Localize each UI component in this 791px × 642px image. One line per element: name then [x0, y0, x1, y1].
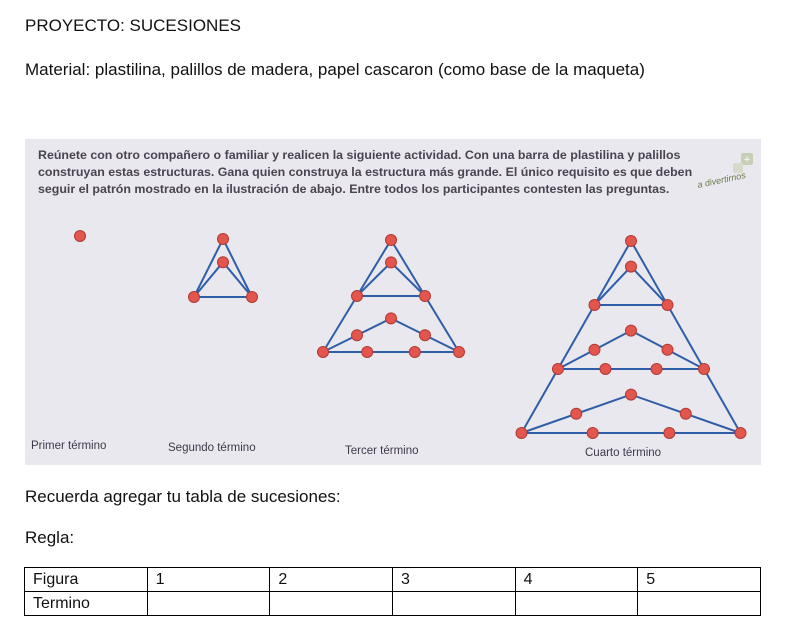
plasticine-ball [386, 257, 397, 268]
table-cell: Figura [25, 568, 148, 592]
table-cell: 1 [147, 568, 270, 592]
plasticine-ball [218, 234, 229, 245]
table-cell[interactable] [638, 592, 761, 616]
plasticine-ball [318, 347, 329, 358]
table-cell[interactable] [515, 592, 638, 616]
stick [631, 241, 741, 433]
caption-second-term: Segundo término [168, 442, 256, 454]
plasticine-ball [600, 364, 611, 375]
table-reminder: Recuerda agregar tu tabla de sucesiones: [25, 487, 341, 506]
plasticine-ball [362, 347, 373, 358]
plasticine-ball [571, 408, 582, 419]
plasticine-ball [626, 325, 637, 336]
plasticine-ball [247, 292, 258, 303]
structures-illustration [25, 139, 761, 465]
plasticine-ball [516, 428, 527, 439]
plasticine-ball [664, 428, 675, 439]
plasticine-ball [651, 364, 662, 375]
plasticine-ball [454, 347, 465, 358]
svg-text:+: + [743, 155, 751, 165]
plasticine-ball [386, 235, 397, 246]
caption-fourth-term: Cuarto término [585, 447, 662, 459]
plasticine-ball [420, 291, 431, 302]
table-cell[interactable] [147, 592, 270, 616]
table-cell: 4 [515, 568, 638, 592]
plasticine-ball [662, 300, 673, 311]
plasticine-ball [735, 428, 746, 439]
plasticine-ball [420, 330, 431, 341]
plasticine-ball [386, 313, 397, 324]
table-row-termino [25, 592, 761, 616]
plasticine-ball [189, 292, 200, 303]
plasticine-ball [589, 344, 600, 355]
plasticine-ball [626, 261, 637, 272]
table-row-figura [25, 568, 761, 592]
plasticine-ball [352, 291, 363, 302]
caption-third-term: Tercer término [345, 445, 419, 457]
sequence-table [24, 567, 761, 616]
plasticine-ball [553, 364, 564, 375]
activity-photo [25, 139, 761, 465]
rule-label: Regla: [25, 528, 75, 547]
plasticine-ball [662, 344, 673, 355]
plasticine-ball [409, 347, 420, 358]
caption-first-term: Primer término [31, 440, 107, 452]
plasticine-ball [218, 257, 229, 268]
badge-label: a divertirnos [696, 170, 747, 190]
page-title: PROYECTO: SUCESIONES [25, 16, 242, 35]
table-cell[interactable] [392, 592, 515, 616]
plasticine-ball [587, 428, 598, 439]
table-cell: 3 [392, 568, 515, 592]
plasticine-ball [699, 364, 710, 375]
table-cell[interactable] [270, 592, 393, 616]
plasticine-ball [626, 389, 637, 400]
table-cell: 2 [270, 568, 393, 592]
stick [522, 241, 632, 433]
table-cell: Termino [25, 592, 148, 616]
plasticine-ball [680, 408, 691, 419]
plasticine-ball [75, 231, 86, 242]
activity-instructions: Reúnete con otro compañero o familiar y realicen la siguiente actividad. Con una barra de plastilina y palillos construyan estas estructuras. Gana quien construya la estructura más grande. El único requisito es que deben seguir el patrón mostrado en la ilustración de abajo. Entre todos los participantes contesten las preguntas. [38, 148, 693, 196]
material-line: Material: plastilina, palillos de madera, papel cascaron (como base de la maqueta) [25, 60, 645, 79]
plasticine-ball [626, 236, 637, 247]
plasticine-ball [589, 300, 600, 311]
table-cell: 5 [638, 568, 761, 592]
plasticine-ball [352, 330, 363, 341]
